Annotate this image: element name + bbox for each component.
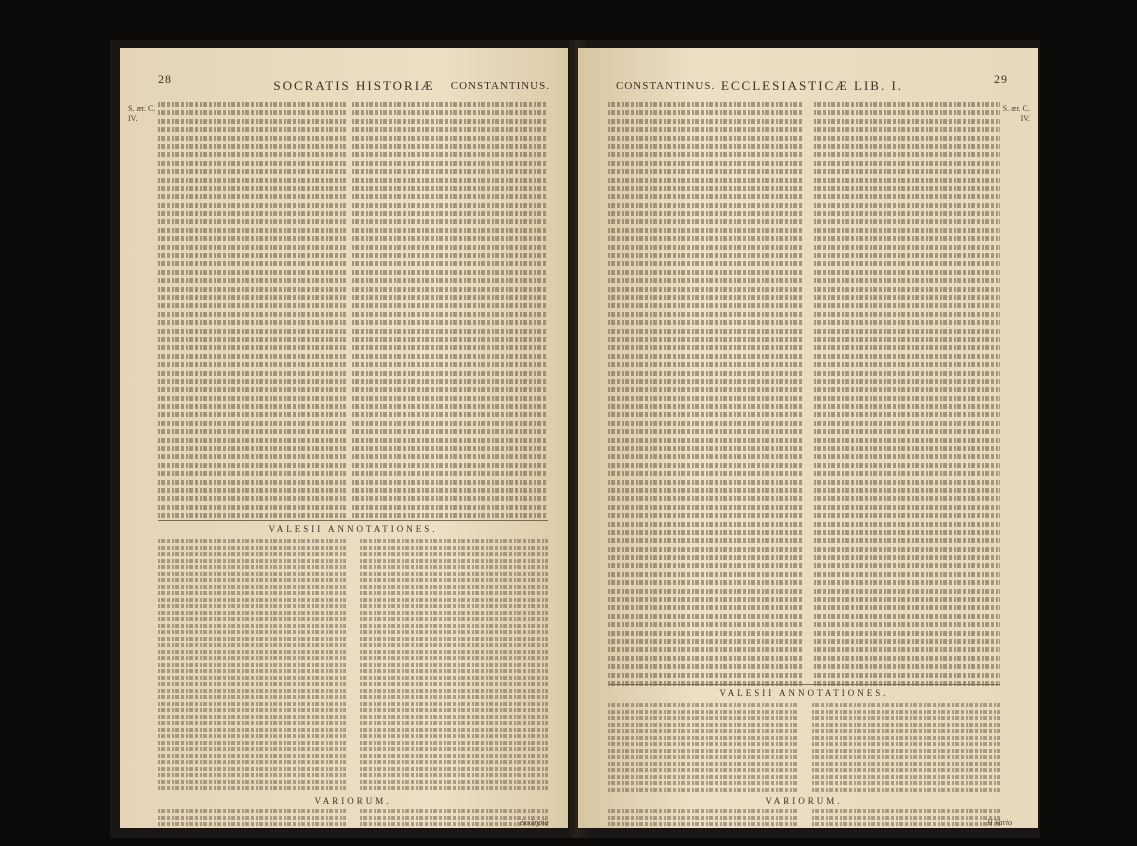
right-page-number: 29 [994,72,1008,86]
left-page [120,48,580,828]
right-greek-column [608,100,804,687]
right-notes-col-1 [608,702,798,793]
right-notes-title: VALESII ANNOTATIONES. [719,688,889,698]
left-notes-col-2 [360,538,548,792]
left-page-header [158,72,550,94]
right-variorum-col-2 [812,808,1000,828]
right-page-header [616,72,1008,94]
right-notes-col-2 [812,702,1000,793]
right-page [578,48,1038,828]
left-running-head: SOCRATIS HISTORIÆ [273,78,435,93]
right-notes-rule [608,684,1000,685]
left-margin-date: S. ær. C. IV. [128,104,156,123]
left-catch-word: ἐκκλησία [520,818,549,827]
right-section-head: CONSTANTINUS. [616,80,716,92]
left-notes-rule [158,520,548,521]
right-latin-column [814,100,1000,687]
right-margin-date: S. ær. C. IV. [1002,104,1030,123]
right-running-head: ECCLESIASTICÆ LIB. I. [720,78,904,93]
right-variorum-title: VARIORUM. [765,796,843,806]
left-latin-column [158,100,346,520]
left-greek-column [352,100,548,520]
right-variorum-col-1 [608,808,798,828]
left-variorum-title: VARIORUM. [314,796,392,806]
left-variorum-col-1 [158,808,346,828]
left-section-head: CONSTANTINUS. [450,80,550,92]
open-book [110,40,1040,838]
left-notes-title: VALESII ANNOTATIONES. [268,524,438,534]
left-page-number: 28 [158,72,172,86]
right-signature: H Vario [986,818,1012,827]
left-notes-col-1 [158,538,346,792]
